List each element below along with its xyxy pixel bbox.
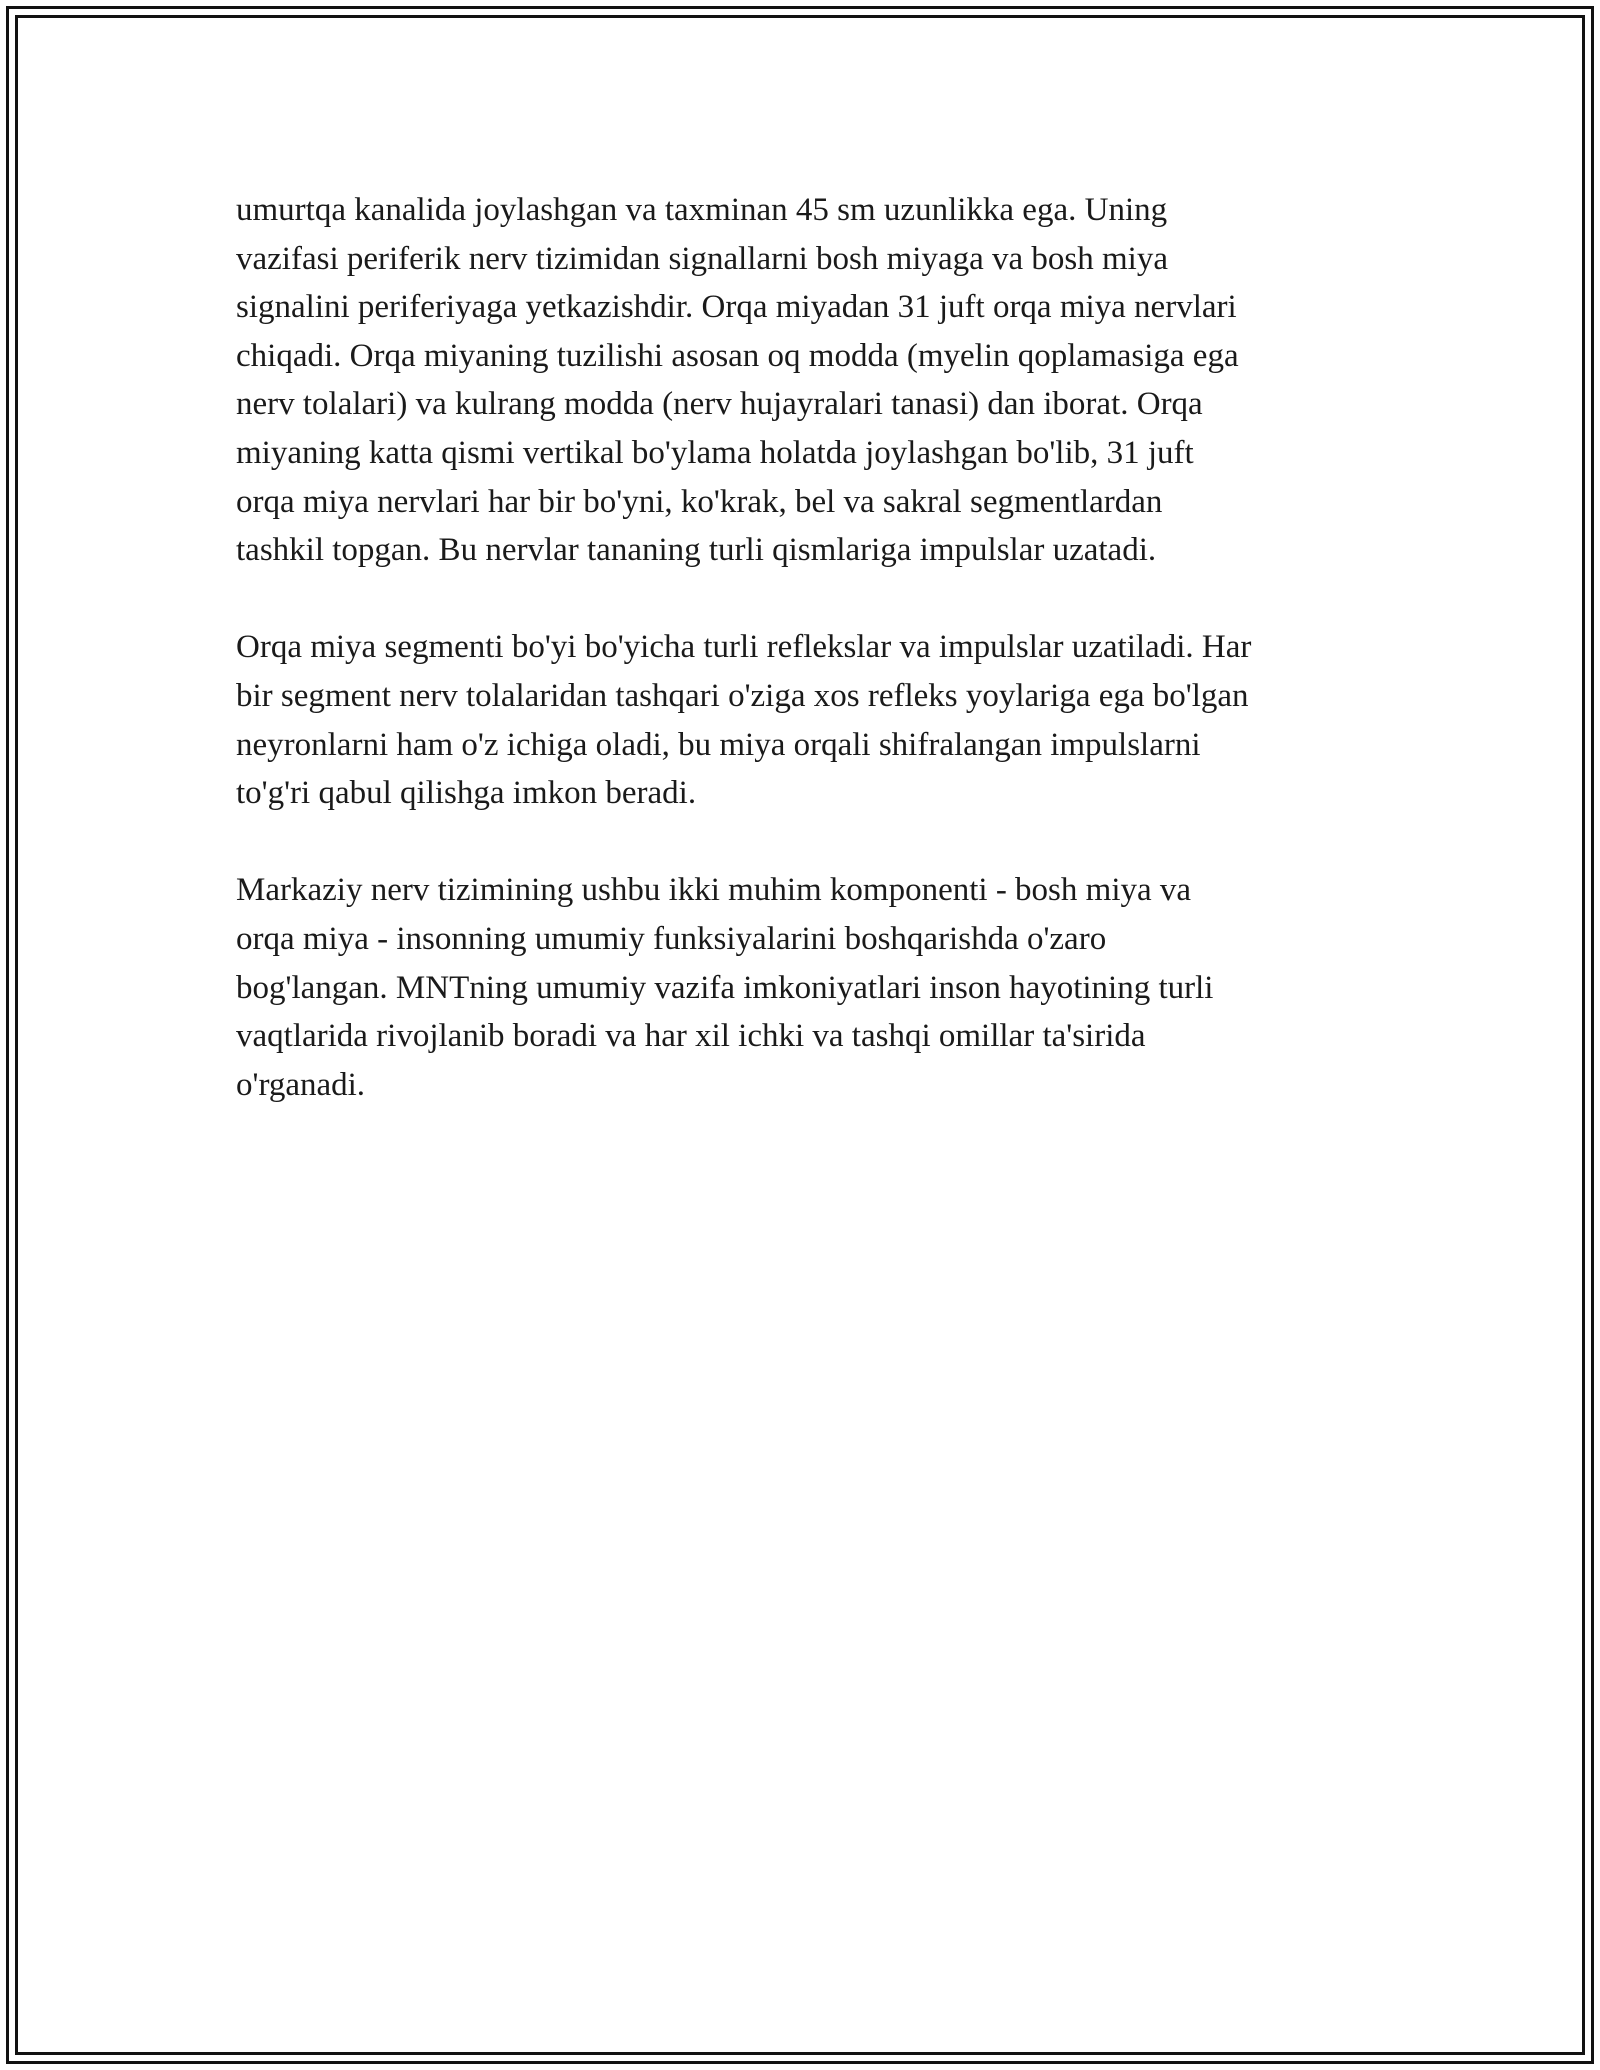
text-line: vaqtlarida rivojlanib boradi va har xil ichki va tashqi omillar ta'sirida: [236, 1018, 1146, 1055]
text-line: orqa miya - insonning umumiy funksiyalarini boshqarishda o'zaro: [236, 920, 1107, 957]
text-line: Orqa miya segmenti bo'yi bo'yicha turli reflekslar va impulslar uzatiladi. Har: [236, 629, 1252, 666]
paragraph-2: [236, 623, 1416, 817]
text-line: neyronlarni ham o'z ichiga oladi, bu miya orqali shifralangan impulslarni: [236, 726, 1201, 763]
paragraph-1: [236, 186, 1416, 575]
text-line: Markaziy nerv tizimining ushbu ikki muhim komponenti - bosh miya va: [236, 872, 1192, 909]
document-body: [236, 186, 1416, 1158]
paragraph-3: [236, 866, 1416, 1109]
text-line: bog'langan. MNTning umumiy vazifa imkoniyatlari inson hayotining turli: [236, 969, 1214, 1006]
text-line: signalini periferiyaga yetkazishdir. Orqa miyadan 31 juft orqa miya nervlari: [236, 289, 1237, 326]
text-line: miyaning katta qismi vertikal bo'ylama holatda joylashgan bo'lib, 31 juft: [236, 434, 1194, 471]
text-line: orqa miya nervlari har bir bo'yni, ko'krak, bel va sakral segmentlardan: [236, 483, 1163, 520]
text-line: chiqadi. Orqa miyaning tuzilishi asosan oq modda (myelin qoplamasiga ega: [236, 337, 1239, 374]
text-line: vazifasi periferik nerv tizimidan signallarni bosh miyaga va bosh miya: [236, 240, 1168, 277]
text-line: o'rganadi.: [236, 1066, 366, 1103]
text-line: bir segment nerv tolalaridan tashqari o'ziga xos refleks yoylariga ega bo'lgan: [236, 677, 1249, 714]
text-line: to'g'ri qabul qilishga imkon beradi.: [236, 775, 697, 812]
text-line: nerv tolalari) va kulrang modda (nerv hujayralari tanasi) dan iborat. Orqa: [236, 386, 1203, 423]
text-line: umurtqa kanalida joylashgan va taxminan 45 sm uzunlikka ega. Uning: [236, 192, 1168, 228]
text-line: tashkil topgan. Bu nervlar tananing turli qismlariga impulslar uzatadi.: [236, 532, 1157, 569]
